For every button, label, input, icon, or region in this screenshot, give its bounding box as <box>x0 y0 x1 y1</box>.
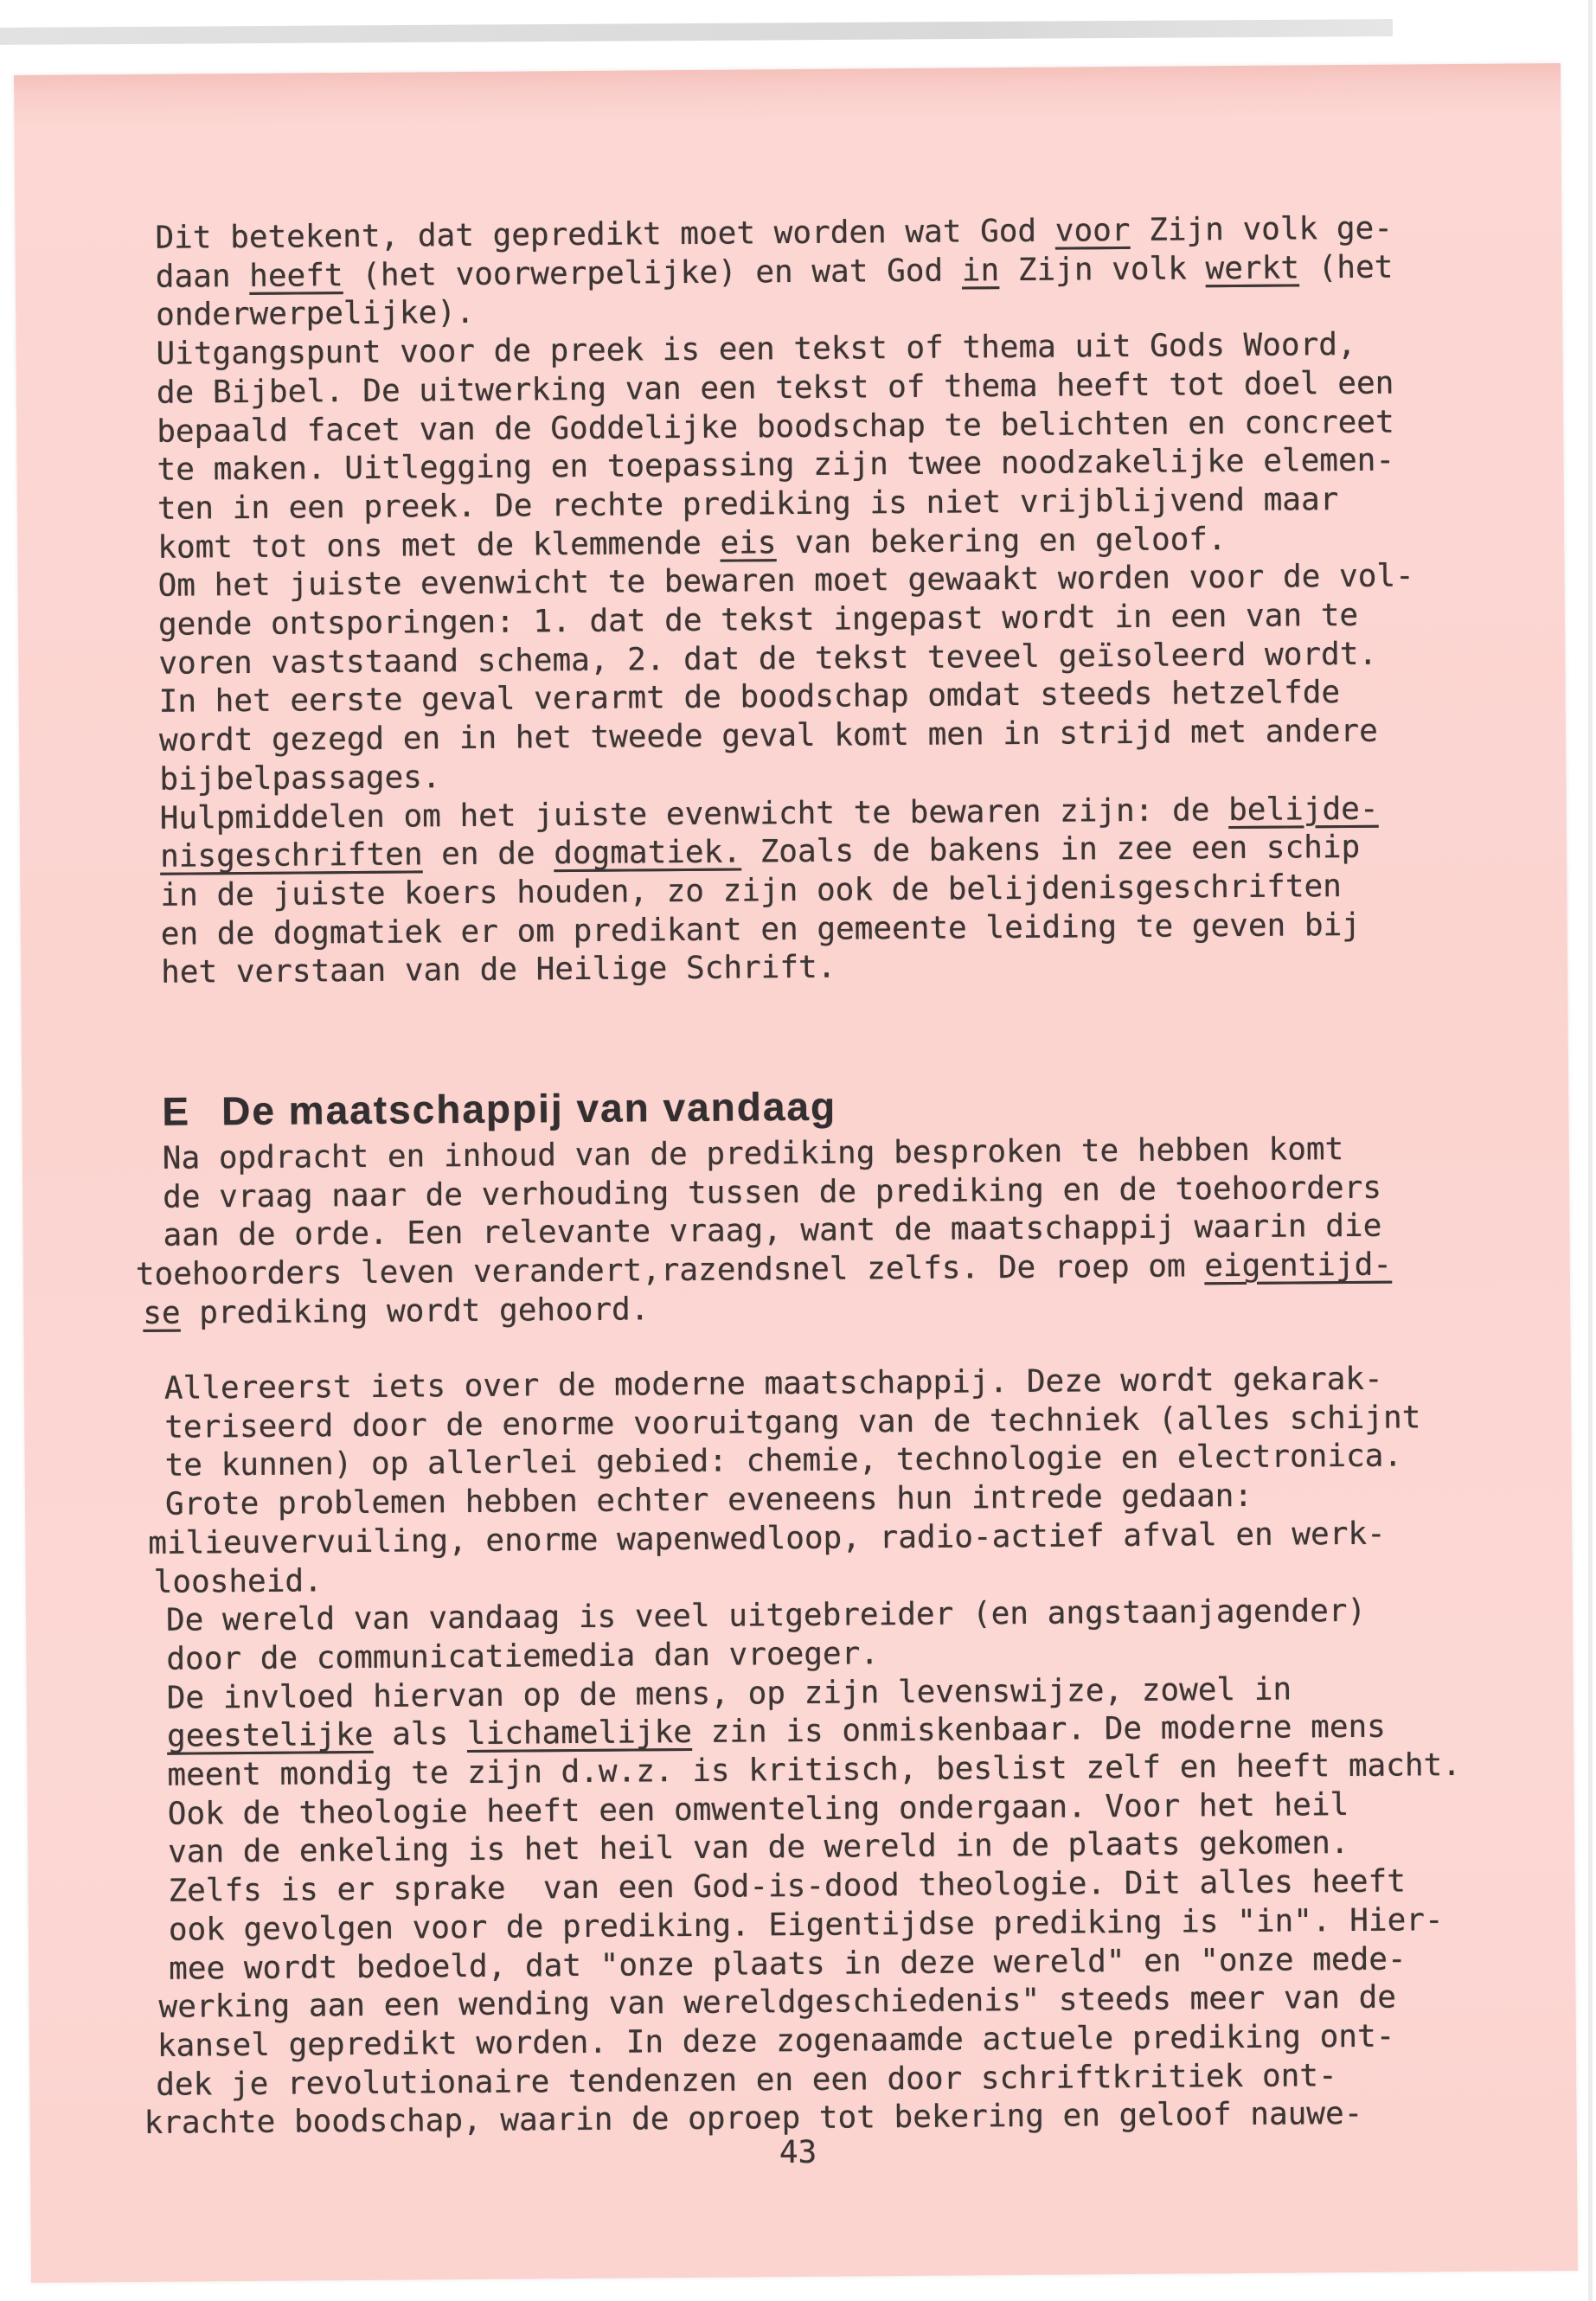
text-segment: meent mondig te zijn d.w.z. is kritisch, beslist zelf en heeft macht. <box>167 1747 1462 1793</box>
text-segment: de Bijbel. De uitwerking van een tekst of thema heeft tot doel een <box>156 365 1394 411</box>
paragraph-section-e-lead <box>135 1131 1393 1334</box>
paper-sheet <box>14 63 1578 2283</box>
text-segment: Om het juiste evenwicht te bewaren moet gewaakt worden voor de vol- <box>157 558 1414 605</box>
text-segment: in de juiste koers houden, zo zijn ook de belijdenisgeschriften <box>160 868 1343 913</box>
underlined-text: lichamelijke <box>466 1715 693 1753</box>
text-segment: Zoals de bakens in zee een schip <box>740 830 1361 870</box>
scanner-edge-right <box>1588 0 1593 2301</box>
text-segment: (het <box>1298 249 1394 286</box>
text-segment: ook gevolgen voor de prediking. Eigentijdse prediking is "in". Hier- <box>168 1901 1444 1948</box>
text-segment: loosheid. <box>153 1562 323 1600</box>
text-segment: toehoorders leven verandert,razendsnel zelfs. De roep om <box>135 1248 1205 1293</box>
text-segment: kansel gepredikt worden. In deze zogenaamde actuele prediking ont- <box>157 2018 1395 2064</box>
text-segment: Grote problemen hebben echter eveneens hun intrede gedaan: <box>164 1477 1253 1522</box>
text-segment: van bekering en geloof. <box>776 521 1227 561</box>
text-segment: mee wordt bedoeld, dat "onze plaats in deze wereld" en "onze mede- <box>169 1941 1407 1987</box>
text-segment: Zelfs is er sprake van een God-is-dood theologie. Dit alles heeft <box>168 1863 1407 1909</box>
section-title: De maatschappij van vandaag <box>221 1083 837 1134</box>
text-segment: teriseerd door de enorme vooruitgang van de techniek (alles schijnt <box>164 1400 1421 1445</box>
underlined-text: in <box>961 252 1000 289</box>
text-segment: wordt gezegd en in het tweede geval komt men in strijd met andere <box>158 713 1378 759</box>
text-segment: dek je revolutionaire tendenzen en een door schriftkritiek ont- <box>156 2057 1337 2103</box>
text-segment: te kunnen) op allerlei gebied: chemie, technologie en electronica. <box>164 1438 1403 1484</box>
text-segment: Uitgangspunt voor de preek is een tekst of thema uit Gods Woord, <box>156 326 1356 372</box>
text-segment: In het eerste geval verarmt de boodschap omdat steeds hetzelfde <box>158 675 1341 721</box>
text-segment: milieuvervuiling, enorme wapenwedloop, radio-actief afval en werk- <box>148 1516 1386 1561</box>
text-segment: als <box>373 1716 468 1753</box>
text-segment: van de enkeling is het heil van de wereld in de plaats gekomen. <box>167 1825 1349 1871</box>
text-segment: Allereerst iets over de moderne maatschappij. Deze wordt gekarak- <box>163 1361 1383 1407</box>
text-segment: en de dogmatiek er om predikant en gemeente leiding te geven bij <box>160 907 1362 952</box>
text-segment: voren vaststaand schema, 2. dat de tekst teveel geïsoleerd wordt. <box>158 636 1378 682</box>
underlined-text: geestelijke <box>166 1717 374 1755</box>
text-segment: Hulpmiddelen om het juiste evenwicht te bewaren zijn: de <box>159 792 1229 836</box>
text-segment: De invloed hiervan op de mens, op zijn levenswijze, zowel in <box>166 1671 1292 1716</box>
underlined-text: belijde- <box>1227 791 1379 828</box>
text-segment: het verstaan van de Heilige Schrift. <box>160 949 836 991</box>
text-segment: werking aan een wending van wereldgeschiedenis" steeds meer van de <box>158 1979 1397 2026</box>
underlined-text: nisgeschriften <box>159 836 423 875</box>
text-segment: de vraag naar de verhouding tussen de prediking en de toehoorders <box>163 1170 1382 1215</box>
text-segment: krachte boodschap, waarin de oproep tot bekering en geloof nauwe- <box>144 2096 1363 2142</box>
text-segment: aan de orde. Een relevante vraag, want de maatschappij waarin die <box>163 1208 1382 1254</box>
text-segment: en de <box>422 836 554 873</box>
underlined-text: eigentijd- <box>1204 1247 1393 1285</box>
paragraph-section-e-body <box>144 1360 1464 2144</box>
text-segment: De wereld van vandaag is veel uitgebreider (en angstaanjagender) <box>165 1593 1367 1638</box>
underlined-text: se <box>143 1295 181 1331</box>
underlined-text: dogmatiek. <box>554 834 742 872</box>
text-segment: ten in een preek. De rechte prediking is niet vrijblijvend maar <box>157 481 1339 527</box>
paragraph-prediking-intro <box>155 209 1417 992</box>
text-segment: daan <box>155 258 250 295</box>
text-segment: bepaald facet van de Goddelijke boodschap te belichten en concreet <box>157 404 1394 450</box>
text-segment: prediking wordt gehoord. <box>180 1292 650 1331</box>
text-segment: (het voorwerpelijke) en wat God <box>343 253 962 293</box>
text-segment: Zijn volk ge- <box>1130 210 1394 248</box>
section-index-letter: E <box>162 1088 191 1134</box>
underlined-text: heeft <box>249 257 343 294</box>
text-segment: door de communicatiemedia dan vroeger. <box>166 1636 880 1677</box>
underlined-text: werkt <box>1205 250 1300 286</box>
text-segment: Na opdracht en inhoud van de prediking besproken te hebben komt <box>162 1131 1344 1176</box>
underlined-text: eis <box>720 524 777 561</box>
text-segment: zin is onmiskenbaar. De moderne mens <box>691 1708 1387 1751</box>
text-segment: Ook de theologie heeft een omwenteling ondergaan. Voor het heil <box>167 1786 1349 1832</box>
scanner-edge-strip <box>0 19 1393 45</box>
text-segment: te maken. Uitlegging en toepassing zijn twee noodzakelijke elemen- <box>157 442 1395 488</box>
text-segment: bijbelpassages. <box>159 760 441 798</box>
text-segment: onderwerpelijke). <box>156 295 475 334</box>
section-heading <box>162 1083 836 1135</box>
underlined-text: voor <box>1054 212 1131 249</box>
text-segment: gende ontsporingen: 1. dat de tekst ingepast wordt in een van te <box>157 597 1359 643</box>
page-number: 43 <box>779 2134 817 2171</box>
text-segment: komt tot ons met de klemmende <box>157 525 721 566</box>
text-segment: Dit betekent, dat gepredikt moet worden wat God <box>155 213 1055 256</box>
text-segment: Zijn volk <box>999 250 1206 288</box>
